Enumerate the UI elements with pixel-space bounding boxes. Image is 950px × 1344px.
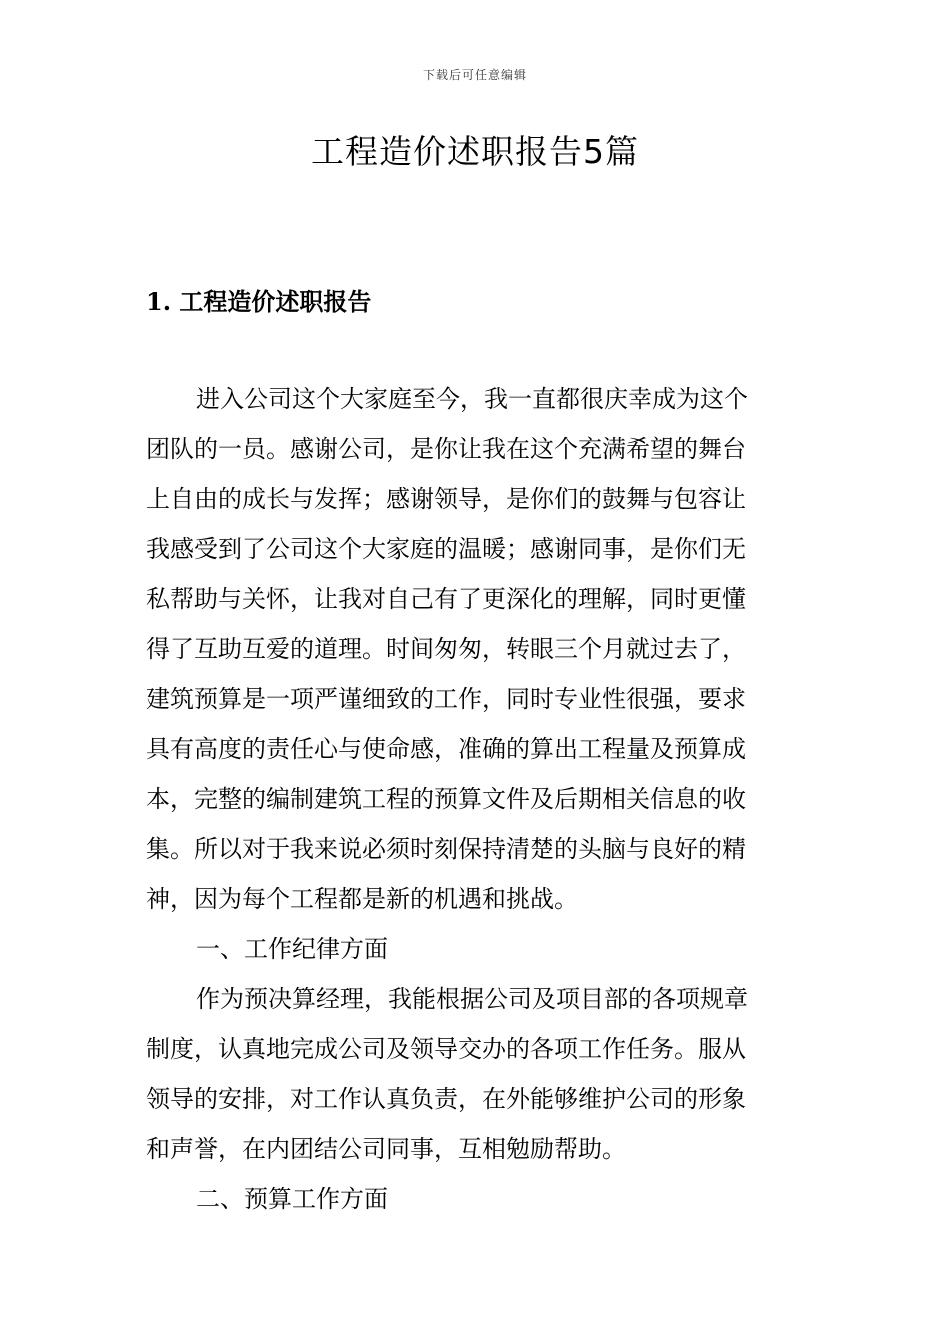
paragraph-line: 和声誉，在内团结公司同事，互相勉励帮助。 xyxy=(146,1135,626,1163)
paragraph-line: 上自由的成长与发挥；感谢领导，是你们的鼓舞与包容让 xyxy=(146,485,746,513)
paragraph-intro xyxy=(146,374,806,924)
paragraph-line: 私帮助与关怀，让我对自己有了更深化的理解，同时更懂 xyxy=(146,585,746,613)
paragraph-line: 团队的一员。感谢公司，是你让我在这个充满希望的舞台 xyxy=(146,435,746,463)
subheading-text: 二、预算工作方面 xyxy=(196,1185,388,1213)
paragraph-line: 进入公司这个大家庭至今，我一直都很庆幸成为这个 xyxy=(196,385,748,413)
paragraph-line: 制度，认真地完成公司及领导交办的各项工作任务。服从 xyxy=(146,1035,746,1063)
paragraph-work-discipline xyxy=(146,974,806,1174)
document-title: 工程造价述职报告5篇 xyxy=(311,132,639,171)
paragraph-line: 集。所以对于我来说必须时刻保持清楚的头脑与良好的精 xyxy=(146,835,746,863)
paragraph-line: 具有高度的责任心与使命感，准确的算出工程量及预算成 xyxy=(146,735,746,763)
paragraph-line: 得了互助互爱的道理。时间匆匆，转眼三个月就过去了， xyxy=(146,635,746,663)
section-heading: 1. 工程造价述职报告 xyxy=(146,287,372,316)
paragraph-line: 神，因为每个工程都是新的机遇和挑战。 xyxy=(146,885,578,913)
subheading-text: 一、工作纪律方面 xyxy=(196,935,388,963)
header-note: 下载后可任意编辑 xyxy=(422,68,527,82)
paragraph-line: 本，完整的编制建筑工程的预算文件及后期相关信息的收 xyxy=(146,785,746,813)
paragraph-line: 建筑预算是一项严谨细致的工作，同时专业性很强，要求 xyxy=(146,685,746,713)
subheading-budget-work xyxy=(146,1174,806,1224)
paragraph-line: 作为预决算经理，我能根据公司及项目部的各项规章 xyxy=(196,985,748,1013)
subheading-work-discipline xyxy=(146,924,806,974)
paragraph-line: 我感受到了公司这个大家庭的温暖；感谢同事，是你们无 xyxy=(146,535,746,563)
paragraph-line: 领导的安排，对工作认真负责，在外能够维护公司的形象 xyxy=(146,1085,746,1113)
